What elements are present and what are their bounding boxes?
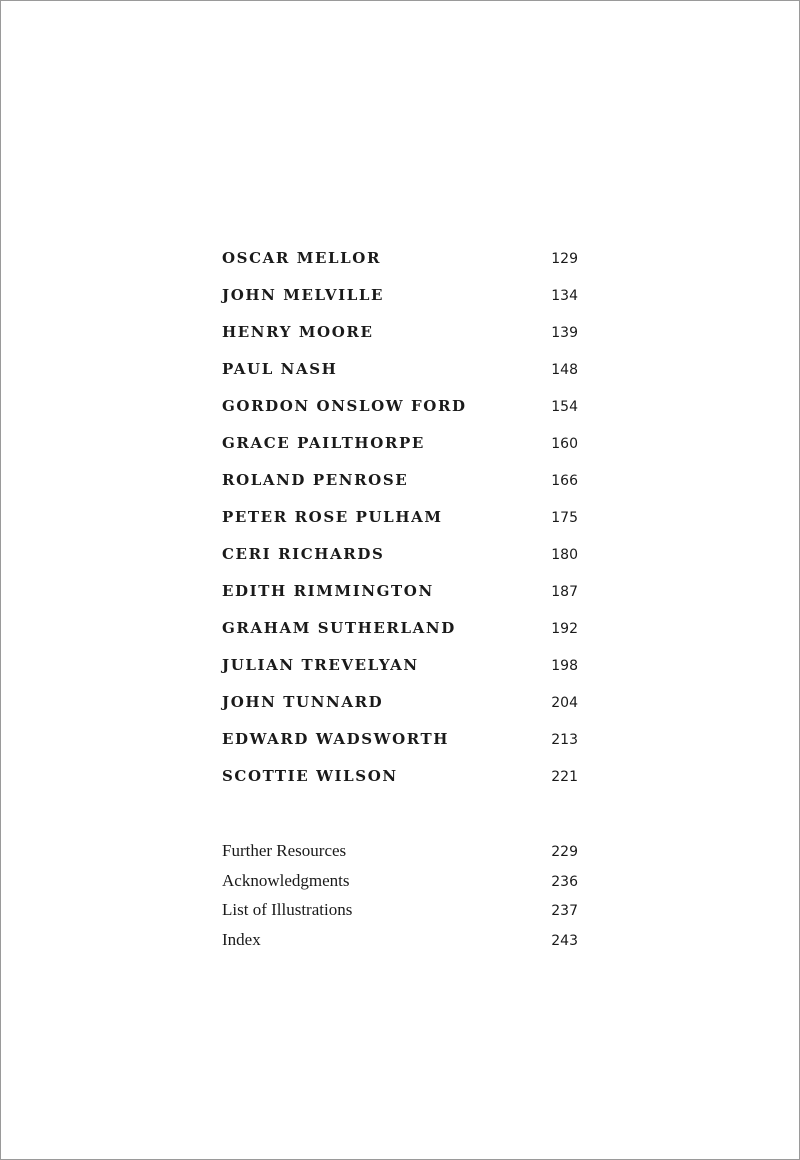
toc-entry-page: 180 (551, 547, 578, 563)
back-matter-entry[interactable] (222, 838, 578, 868)
toc-entry-page: 129 (551, 251, 578, 267)
toc-entry[interactable] (222, 281, 578, 318)
toc-entry-page: 198 (551, 658, 578, 674)
toc-entry[interactable] (222, 577, 578, 614)
toc-entry-page: 187 (551, 584, 578, 600)
toc-entry-title: GRACE PAILTHORPE (222, 434, 425, 452)
toc-entry[interactable] (222, 651, 578, 688)
toc-entry-page: 175 (551, 510, 578, 526)
toc-entry-page: 192 (551, 621, 578, 637)
table-of-contents-artists (222, 244, 578, 799)
toc-entry[interactable] (222, 688, 578, 725)
toc-entry-title: EDITH RIMMINGTON (222, 582, 434, 600)
toc-entry[interactable] (222, 614, 578, 651)
back-matter-page: 243 (551, 933, 578, 950)
toc-entry[interactable] (222, 429, 578, 466)
toc-entry-title: GORDON ONSLOW FORD (222, 397, 467, 415)
toc-entry-page: 166 (551, 473, 578, 489)
toc-entry-title: JOHN MELVILLE (222, 286, 385, 304)
toc-entry[interactable] (222, 244, 578, 281)
toc-entry[interactable] (222, 466, 578, 503)
back-matter-page: 229 (551, 844, 578, 860)
toc-entry[interactable] (222, 503, 578, 540)
toc-entry[interactable] (222, 355, 578, 392)
back-matter-title: Index (222, 930, 261, 950)
toc-entry[interactable] (222, 318, 578, 355)
back-matter-page: 236 (551, 873, 578, 890)
toc-entry-title: PAUL NASH (222, 360, 338, 378)
toc-entry[interactable] (222, 762, 578, 799)
toc-entry-page: 139 (551, 325, 578, 341)
back-matter-entry[interactable] (222, 927, 578, 957)
toc-entry-title: PETER ROSE PULHAM (222, 508, 443, 526)
toc-entry-page: 154 (551, 399, 578, 415)
toc-entry[interactable] (222, 392, 578, 429)
back-matter-title: Further Resources (222, 841, 347, 860)
back-matter-title: List of Illustrations (222, 900, 353, 920)
back-matter-page: 237 (551, 903, 578, 920)
toc-entry-page: 160 (551, 436, 578, 452)
toc-entry-title: HENRY MOORE (222, 323, 374, 341)
toc-entry-title: SCOTTIE WILSON (222, 767, 398, 785)
toc-entry-title: OSCAR MELLOR (222, 249, 382, 267)
toc-entry-page: 204 (551, 695, 578, 711)
toc-entry-page: 148 (551, 362, 578, 378)
toc-entry[interactable] (222, 540, 578, 577)
toc-entry-title: GRAHAM SUTHERLAND (222, 619, 456, 637)
toc-entry-page: 213 (551, 732, 578, 748)
toc-entry-page: 134 (551, 288, 578, 304)
toc-entry-title: JULIAN TREVELYAN (222, 656, 419, 674)
toc-entry-title: JOHN TUNNARD (222, 693, 384, 711)
toc-entry-title: CERI RICHARDS (222, 545, 385, 563)
table-of-contents-back-matter (222, 838, 578, 957)
back-matter-entry[interactable] (222, 897, 578, 927)
toc-entry[interactable] (222, 725, 578, 762)
toc-entry-title: EDWARD WADSWORTH (222, 730, 450, 748)
back-matter-entry[interactable] (222, 868, 578, 898)
back-matter-title: Acknowledgments (222, 870, 350, 890)
toc-entry-title: ROLAND PENROSE (222, 471, 409, 489)
toc-entry-page: 221 (551, 769, 578, 785)
